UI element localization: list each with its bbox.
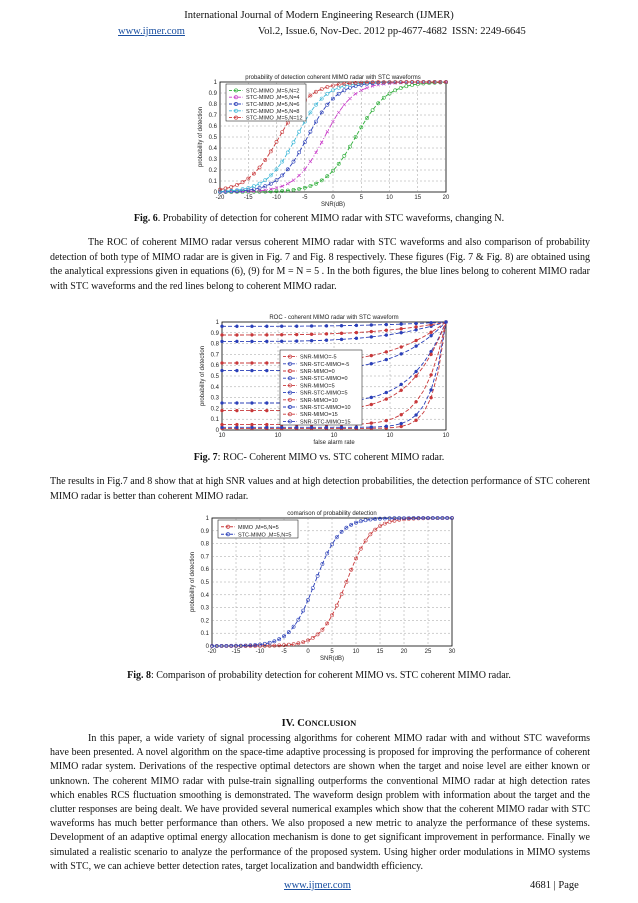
series-point [385, 323, 388, 326]
series-point [235, 409, 238, 412]
series-point [370, 403, 373, 406]
section-heading [0, 718, 638, 729]
series-point [430, 388, 433, 391]
series-point [430, 331, 433, 334]
x-tick-label: 10 [218, 433, 226, 439]
y-tick-label: 0.4 [208, 146, 217, 152]
legend-label: SNR-MIMO=15 [300, 412, 338, 419]
y-tick-label: 1 [205, 516, 209, 522]
series-point [370, 426, 373, 429]
y-tick-label: 0.4 [210, 384, 219, 391]
series-point [265, 409, 268, 412]
series-point [370, 422, 373, 425]
series-point [400, 422, 403, 425]
series-point [430, 396, 433, 399]
series-point [221, 369, 224, 372]
y-tick-label: 0 [205, 644, 209, 650]
chart-legend [218, 520, 298, 538]
x-tick-label: 20 [400, 649, 408, 655]
series-point [235, 369, 238, 372]
y-tick-label: 0.8 [208, 102, 217, 108]
x-tick-label: -10 [272, 195, 281, 201]
series-point [221, 423, 224, 426]
figure-7-caption [0, 452, 638, 463]
x-tick-label: -20 [207, 649, 217, 655]
series-point [355, 337, 358, 340]
y-tick-label: 1 [213, 80, 217, 86]
series-point [221, 362, 224, 365]
y-tick-label: 0.9 [200, 528, 209, 535]
series-point [250, 423, 253, 426]
chart-title: ROC - coherent MIMO radar with STC waveform [269, 315, 399, 321]
series-point [325, 339, 328, 342]
x-tick-label: 30 [448, 649, 456, 655]
journal-issn: ISSN: 2249-6645 [452, 26, 526, 37]
section-number: IV. [281, 718, 295, 729]
x-tick-label: -5 [302, 195, 308, 201]
series-point [415, 322, 418, 325]
series-point [415, 339, 418, 342]
series-point [250, 362, 253, 365]
series-point [221, 402, 224, 405]
series-point [221, 409, 224, 412]
series-point [415, 345, 418, 348]
y-tick-label: 0.9 [208, 91, 217, 97]
legend-label: STC-MIMO ,M=5,N=12 [246, 115, 303, 122]
y-tick-label: 0.2 [208, 168, 217, 174]
x-tick-label: -10 [255, 649, 265, 655]
journal-title: International Journal of Modern Engineering Research (IJMER) [184, 10, 454, 21]
series-point [310, 333, 313, 336]
series-point [295, 333, 298, 336]
y-tick-label: 0.6 [208, 124, 217, 130]
series-point [325, 332, 328, 335]
section-title-rest: ONCLUSION [304, 718, 357, 728]
chart-legend [280, 350, 362, 425]
x-tick-label: 25 [424, 649, 432, 655]
y-tick-label: 0.7 [210, 352, 219, 359]
paragraph-roc-text: The ROC of coherent MIMO radar versus coherent MIMO radar with STC waveforms and also comparison of probability detection of both type of MIMO radar are is given in Fig. 7 and Fig. 8 respectively. These figures (Fig. 7 & Fig. 8) are obtained using the analytical expressions given in equations (6), (9) for M = N = 5 . In the both figures, the blue lines belong to coherent MIMO radar with STC waveforms and the red lines belong to coherent MIMO radar. [50, 237, 590, 292]
y-tick-label: 0 [215, 428, 219, 434]
y-tick-label: 0.3 [210, 395, 219, 402]
y-tick-label: 0.8 [200, 541, 209, 548]
series-point [310, 325, 313, 328]
series-point [370, 362, 373, 365]
series-point [295, 340, 298, 343]
y-axis-label: probability of detection [198, 106, 204, 168]
series-point [385, 419, 388, 422]
x-tick-label: 0 [331, 195, 335, 201]
series-point [415, 325, 418, 328]
chart-legend [226, 84, 306, 122]
series-point [400, 346, 403, 349]
figure-8-caption [0, 670, 638, 681]
series-point [265, 362, 268, 365]
series-point [250, 340, 253, 343]
series-point [370, 324, 373, 327]
figure-6-caption-text: . Probability of detection for coherent MIMO radar with STC waveforms, changing N. [157, 213, 505, 224]
series-point [385, 391, 388, 394]
section-title-first: C [297, 718, 305, 729]
series-point [430, 334, 433, 337]
journal-url[interactable]: www.ijmer.com [118, 26, 185, 37]
x-axis-label: SNR(dB) [320, 202, 346, 208]
x-tick-label: 20 [442, 195, 450, 201]
x-tick-label: -5 [281, 649, 287, 655]
series-point [385, 350, 388, 353]
figure-8-chart [184, 508, 458, 666]
y-tick-label: 0.4 [200, 592, 209, 599]
figure-7-caption-text: : ROC- Coherent MIMO vs. STC coherent MIMO radar. [217, 452, 445, 463]
paragraph-results-text: The results in Fig.7 and 8 show that at high SNR values and at high detection probabilities, the detection performance of STC coherent MIMO radar is better than coherent MIMO radar. [50, 476, 590, 502]
y-tick-label: 0.2 [210, 406, 219, 413]
y-tick-label: 0.3 [200, 605, 209, 612]
x-tick-label: 0 [306, 649, 310, 655]
series-point [235, 362, 238, 365]
footer-url[interactable]: www.ijmer.com [284, 880, 351, 891]
series-point [280, 340, 283, 343]
chart-title: comarison of probability detection [287, 511, 377, 517]
y-axis-label: probability of detection [200, 345, 206, 407]
series-point [400, 425, 403, 428]
x-tick-label: 10 [386, 195, 393, 201]
series-point [295, 325, 298, 328]
x-tick-label: -15 [243, 195, 253, 201]
series-point [235, 334, 238, 337]
figure-6-caption [0, 213, 638, 224]
figure-7-chart [196, 314, 452, 446]
series-point [385, 334, 388, 337]
legend-label: SNR-STC-MIMO=15 [300, 419, 351, 426]
footer-page: 4681 | Page [530, 880, 579, 891]
figure-8-label: Fig. 8 [127, 670, 151, 681]
x-tick-label: -20 [215, 195, 225, 201]
series-point [265, 402, 268, 405]
series-point [265, 423, 268, 426]
series-point [355, 331, 358, 334]
series-point [265, 340, 268, 343]
series-point [340, 332, 343, 335]
y-axis-label: probability of detection [190, 551, 196, 613]
y-tick-label: 0.2 [200, 618, 209, 625]
y-tick-label: 0.7 [200, 554, 209, 561]
series-point [445, 321, 448, 324]
series-point [430, 350, 433, 353]
series-point [280, 325, 283, 328]
y-tick-label: 0 [213, 190, 217, 196]
x-tick-label: 10 [442, 433, 450, 439]
y-tick-label: 0.9 [210, 330, 219, 337]
legend-label: STC-MIMO ,M=5,N=6 [246, 102, 300, 108]
series-point [385, 329, 388, 332]
x-tick-label: 15 [414, 195, 422, 201]
y-tick-label: 0.6 [210, 363, 219, 370]
legend-label: SNR-STC-MIMO=-5 [300, 361, 350, 368]
series-point [415, 414, 418, 417]
conclusion-text: In this paper, a wide variety of signal processing algorithms for coherent MIMO radar with and without STC waveforms have been presented. A novel algorithm on the space-time adaptive processing is proposed for improving the performance of coherent MIMO radar system. Derivations of the respective optimal detectors are shown when the target and noise level are either known or unknown. The coherent MIMO radar with pulse-train signalling outperforms the conventional MIMO radar at high detection rates which enables RCS fluctuation smoothing is demonstrated. The waveform design problem with information about the target and the clutter responses are being dealt. We have provided several numerical examples which show that the coherent MIMO radar with STC waveforms has much better performance than others. We also proposed a new metric to analyze the performance of these systems. Development of an adaptive optimal energy allocation mechanism is done to get significant improvement in performance. Finally we simulated a realistic scenario to analyze the performance of the proposed system. Using higher order modulations in MIMO systems with STC, we can achieve better detection rates, target localization and bandwidth efficiency. [50, 733, 590, 872]
x-tick-label: 10 [386, 433, 394, 439]
x-tick-label: 10 [274, 433, 282, 439]
series-point [310, 339, 313, 342]
x-tick-label: -15 [231, 649, 241, 655]
x-axis-label: false alarm rate [313, 440, 355, 446]
y-tick-label: 0.5 [200, 580, 209, 586]
series-point [430, 373, 433, 376]
series-point [370, 330, 373, 333]
y-tick-label: 0.5 [208, 135, 217, 141]
legend-label: STC-MIMO ,M=5,N=8 [246, 108, 300, 115]
series-point [235, 325, 238, 328]
series-point [415, 375, 418, 378]
x-tick-label: 10 [352, 649, 360, 655]
y-tick-label: 0.3 [208, 157, 217, 163]
series-point [235, 423, 238, 426]
series-point [235, 402, 238, 405]
series-point [235, 340, 238, 343]
x-axis-label: SNR(dB) [319, 656, 345, 662]
series-point [250, 325, 253, 328]
y-tick-label: 1 [215, 320, 219, 326]
paragraph-roc [50, 236, 590, 294]
series-point [370, 396, 373, 399]
series-point [430, 321, 433, 324]
y-tick-label: 0.5 [210, 374, 219, 380]
series-point [340, 338, 343, 341]
y-tick-label: 0.1 [210, 417, 219, 424]
series-point [430, 353, 433, 356]
series-point [370, 335, 373, 338]
x-tick-label: 15 [376, 649, 384, 655]
series-point [400, 323, 403, 326]
legend-label: SNR-MIMO=10 [300, 397, 338, 404]
series-point [400, 352, 403, 355]
series-point [400, 383, 403, 386]
journal-volume: Vol.2, Issue.6, Nov-Dec. 2012 pp-4677-4682 [258, 26, 448, 37]
legend-label: STC-MIMO ,M=5,N=5 [238, 532, 292, 539]
series-point [355, 324, 358, 327]
x-tick-label: 10 [330, 433, 338, 439]
x-tick-label: 5 [330, 649, 334, 655]
series-point [400, 331, 403, 334]
series-point [385, 398, 388, 401]
series-point [250, 402, 253, 405]
y-tick-label: 0.6 [200, 567, 209, 574]
figure-6-chart [192, 72, 452, 208]
series-point [400, 413, 403, 416]
series-point [280, 333, 283, 336]
y-tick-label: 0.7 [208, 113, 217, 119]
series-point [385, 358, 388, 361]
series-point [250, 369, 253, 372]
legend-label: SNR-MIMO=0 [300, 369, 335, 375]
series-point [370, 354, 373, 357]
series-point [265, 333, 268, 336]
series-point [355, 426, 358, 429]
legend-label: STC-MIMO ,M=5,N=4 [246, 95, 300, 102]
series-point [325, 324, 328, 327]
series-point [221, 340, 224, 343]
x-tick-label: 5 [359, 195, 363, 201]
series-point [400, 389, 403, 392]
series-point [340, 324, 343, 327]
conclusion-paragraph [50, 732, 590, 874]
legend-label: STC-MIMO ,M=5,N=2 [246, 88, 300, 95]
y-tick-label: 0.1 [200, 631, 209, 638]
figure-7-label: Fig. 7 [193, 452, 218, 463]
legend-label: SNR-STC-MIMO=10 [300, 405, 351, 411]
series-point [250, 409, 253, 412]
series-point [415, 419, 418, 422]
y-tick-label: 0.1 [208, 179, 217, 185]
paragraph-results [50, 475, 590, 504]
series-point [415, 328, 418, 331]
series-point [221, 325, 224, 328]
y-tick-label: 0.8 [210, 341, 219, 348]
series-point [415, 370, 418, 373]
chart-title: probability of detection coherent MIMO radar with STC waveforms [245, 75, 421, 81]
legend-label: SNR-STC-MIMO=5 [300, 390, 348, 397]
series-point [221, 334, 224, 337]
legend-label: MIMO ,M=5,N=5 [238, 524, 279, 531]
legend-label: SNR-MIMO=-5 [300, 354, 337, 361]
series-point [415, 400, 418, 403]
series-point [400, 327, 403, 330]
legend-label: SNR-STC-MIMO=0 [300, 376, 348, 383]
legend-label: SNR-MIMO=5 [300, 383, 335, 390]
figure-8-caption-text: : Comparison of probability detection for coherent MIMO vs. STC coherent MIMO radar. [150, 670, 511, 681]
series-point [250, 333, 253, 336]
series-point [265, 325, 268, 328]
series-point [265, 369, 268, 372]
series-point [385, 425, 388, 428]
figure-6-label: Fig. 6 [133, 213, 158, 224]
